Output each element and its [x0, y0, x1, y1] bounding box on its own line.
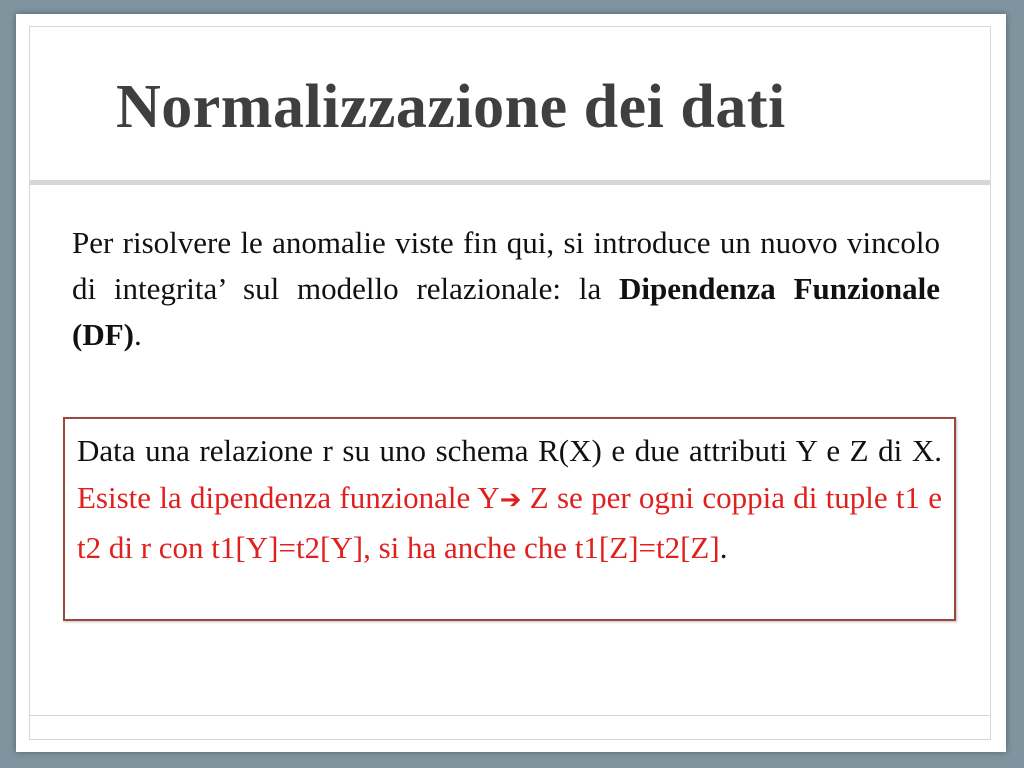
intro-period: .: [133, 317, 142, 352]
intro-paragraph: [72, 220, 940, 358]
definition-highlight-1: Esiste la dipendenza funzionale Y: [77, 480, 500, 515]
definition-highlight-2: Z se per ogni coppia di tuple t1 e t2 di r con t1[Y]=t2[Y], si ha anche che t1[Z]=t2[Z]: [77, 480, 942, 565]
arrow-right-icon: ➔: [499, 485, 522, 515]
definition-premise: Data una relazione r su uno schema R(X) e due attributi Y e Z di X.: [77, 433, 942, 468]
slide: [16, 14, 1006, 752]
slide-title: Normalizzazione dei dati: [116, 73, 786, 141]
intro-bold-term: Dipendenza Funzionale (DF): [72, 271, 940, 352]
definition-paragraph: [77, 427, 942, 571]
footer-divider: [29, 715, 991, 716]
definition-period: .: [719, 530, 728, 565]
intro-text: Per risolvere le anomalie viste fin qui, si introduce un nuovo vincolo di integrita’ sul modello relazionale: la: [72, 225, 940, 306]
definition-box: [63, 417, 956, 621]
title-divider: [29, 180, 991, 185]
